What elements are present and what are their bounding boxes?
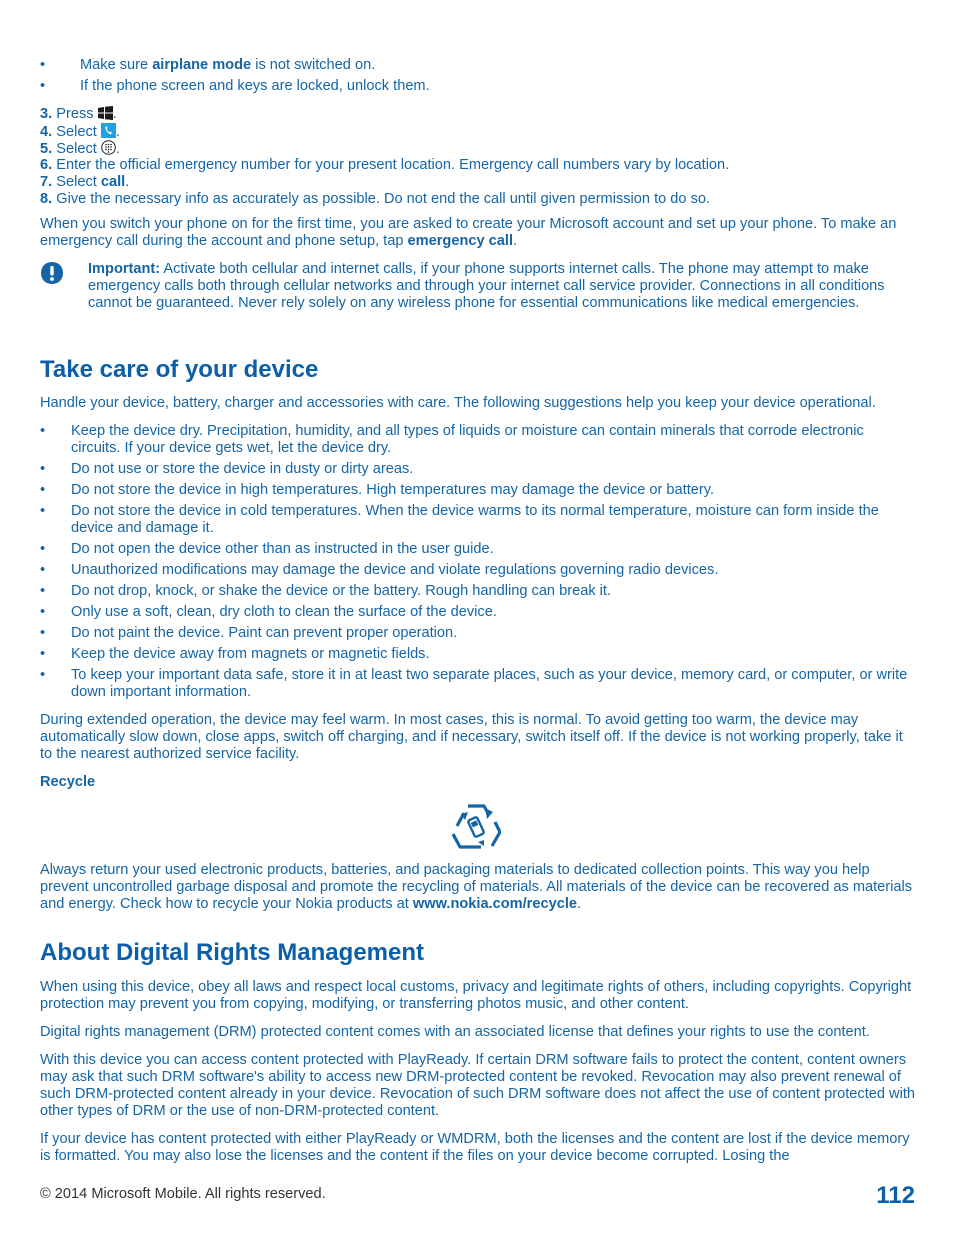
- step-7: 7. Select call.: [40, 174, 130, 190]
- recycle-heading: Recycle: [40, 774, 96, 790]
- drm-paragraph-2: Digital rights management (DRM) protected content comes with an associated license that defines your rights to use the content.: [40, 1024, 870, 1040]
- recycle-icon: [451, 802, 501, 850]
- step-3: 3. Press .: [40, 106, 117, 122]
- drm-heading: About Digital Rights Management: [40, 939, 424, 966]
- step-6: 6. Enter the official emergency number for your present location. Emergency call numbers vary by location.: [40, 157, 730, 173]
- recycle-paragraph: Always return your used electronic products, batteries, and packaging materials to dedicated collection points. This way you help prevent uncontrolled garbage disposal and promote the recycling of materials. All materials of the device can be recovered as materials and energy. Check how to recycle your Nokia products at www.nokia.com/recycle.: [40, 862, 913, 912]
- setup-paragraph: When you switch your phone on for the first time, you are asked to create your Microsoft account and set up your phone. To make an emergency call during the account and phone setup, tap emergency call.: [40, 216, 897, 249]
- page-number: 112: [876, 1182, 915, 1209]
- take-care-heading: Take care of your device: [40, 356, 319, 383]
- dialpad-icon: [101, 140, 116, 155]
- care-intro: Handle your device, battery, charger and accessories with care. The following suggestions help you keep your device operational.: [40, 395, 876, 411]
- step-5: 5. Select .: [40, 141, 120, 157]
- phone-tile-icon: [101, 123, 116, 138]
- drm-paragraph-4: If your device has content protected with either PlayReady or WMDRM, both the licenses and the content are lost if the device memory is formatted. You may also lose the licenses and the content if the files on your device become corrupted. Losing the: [40, 1131, 910, 1164]
- step-8: 8. Give the necessary info as accurately as possible. Do not end the call until given permission to do so.: [40, 191, 711, 207]
- step-4: 4. Select .: [40, 124, 120, 140]
- copyright-footer: © 2014 Microsoft Mobile. All rights reserved.: [40, 1186, 326, 1202]
- recycle-link[interactable]: www.nokia.com/recycle: [412, 896, 577, 912]
- airplane-mode-term: airplane mode: [152, 57, 252, 73]
- important-note: Important: Activate both cellular and internet calls, if your phone supports internet calls. The phone may attempt to make emergency calls both through cellular networks and through your internet call service provider. Connections in all conditions cannot be guaranteed. Never rely solely on any wireless phone for essential communications like medical emergencies.: [88, 261, 885, 311]
- drm-paragraph-1: When using this device, obey all laws and respect local customs, privacy and legitimate rights of others, including copyrights. Copyright protection may prevent you from copying, modifying, or transferring photos music, and other content.: [40, 979, 912, 1012]
- warm-paragraph: During extended operation, the device may feel warm. In most cases, this is normal. To avoid getting too warm, the device may automatically slow down, close apps, switch off charging, and if necessary, switch itself off. If the device is not working properly, take it to the nearest authorized service facility.: [40, 712, 903, 762]
- exclamation-circle-icon: [40, 261, 64, 285]
- windows-logo-icon: [98, 106, 113, 120]
- drm-paragraph-3: With this device you can access content protected with PlayReady. If certain DRM software fails to protect the content, content owners may ask that such DRM software's ability to access new DRM-protected content be revoked. Revocation may also prevent renewal of such DRM-protected content already in your device. Revocation of such DRM software does not affect the use of content protected with other types of DRM or the use of non-DRM-protected content.: [40, 1052, 916, 1119]
